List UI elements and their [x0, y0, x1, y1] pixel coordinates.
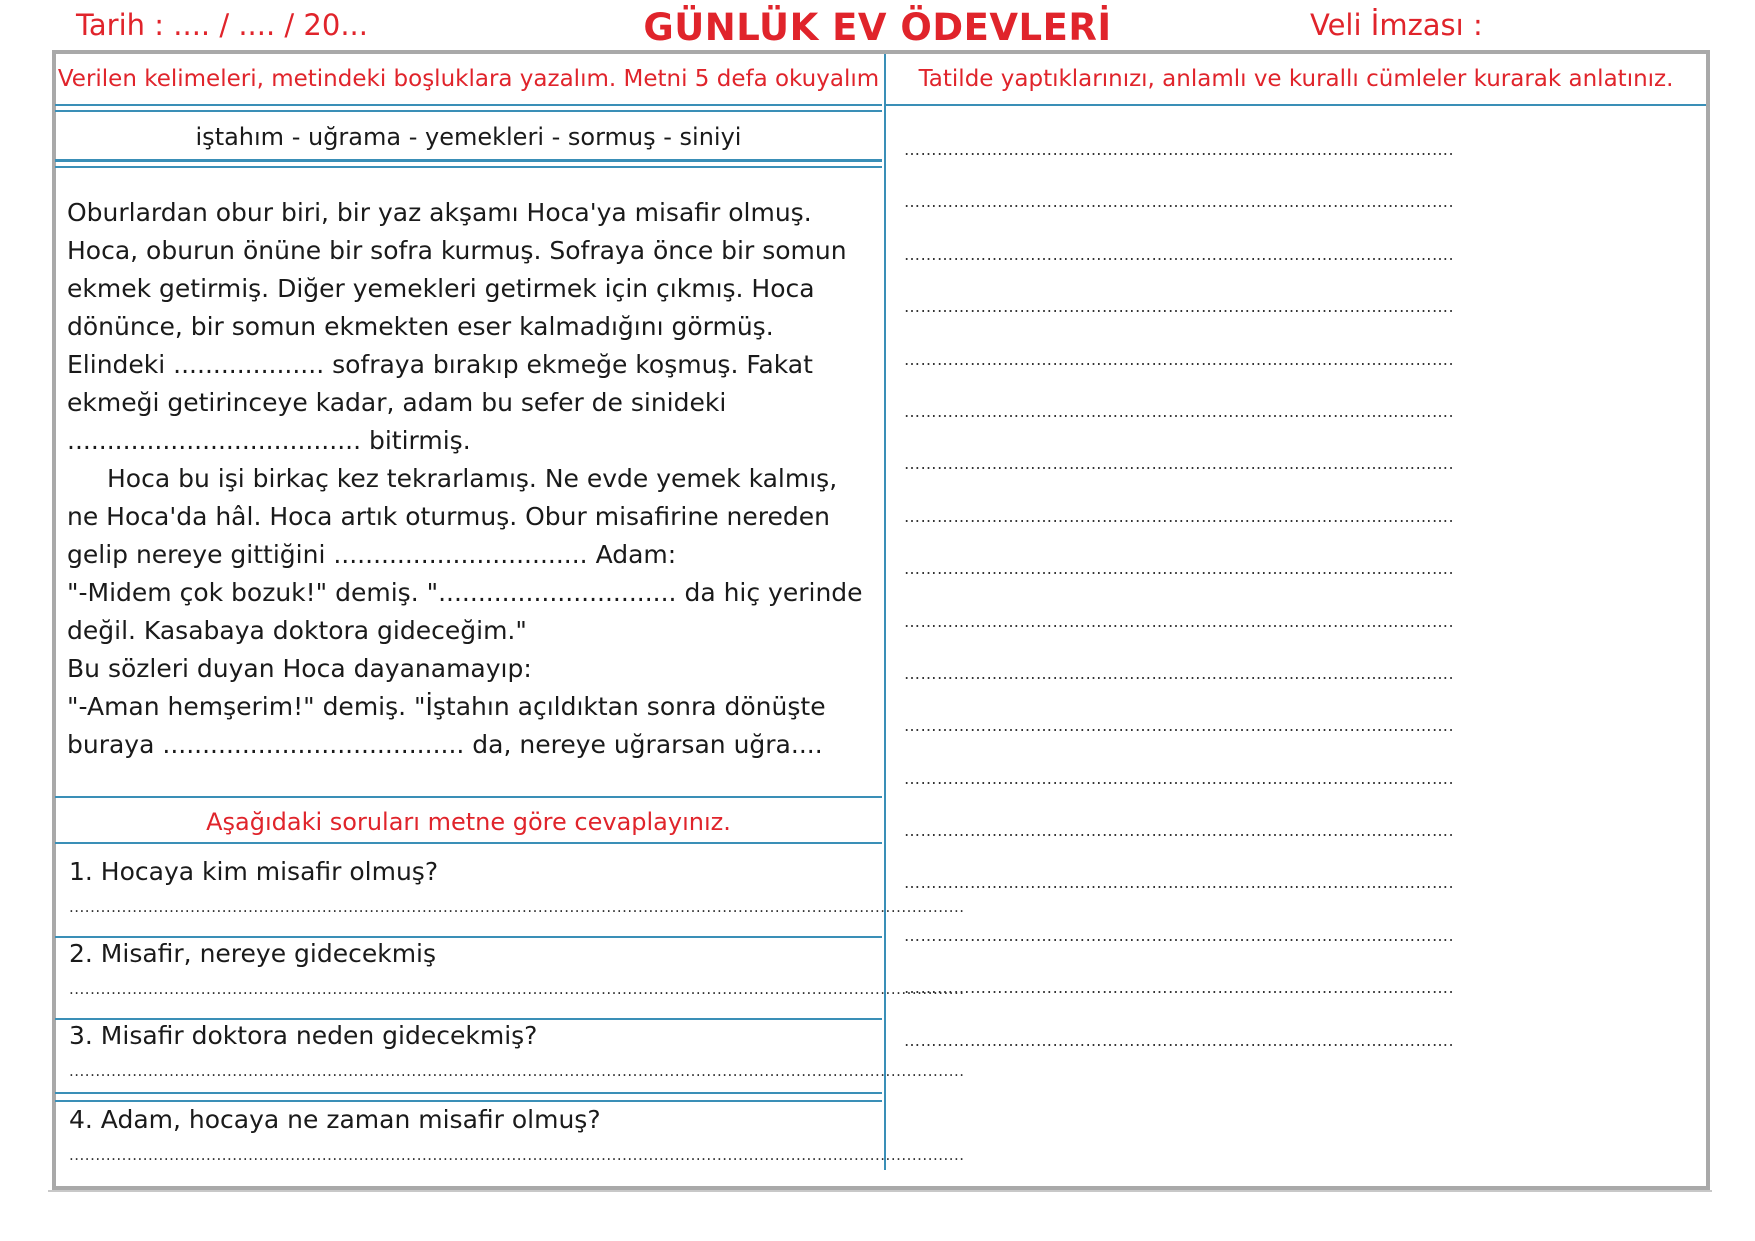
- writing-lines: [904, 124, 1694, 1067]
- writing-section: [884, 54, 1706, 1170]
- writing-line[interactable]: ……………………………………………………………………………………….: [904, 192, 1455, 212]
- question-text: 3. Misafir doktora neden gidecekmiş?: [69, 1021, 538, 1050]
- question-text: 2. Misafir, nereye gidecekmiş: [69, 939, 437, 968]
- writing-line[interactable]: ……………………………………………………………………………………….: [904, 454, 1455, 474]
- question-text: 4. Adam, hocaya ne zaman misafir olmuş?: [69, 1105, 601, 1134]
- story-paragraph: "-Midem çok bozuk!" demiş. ".............................. da hiç yerinde değil. Kasabaya doktora gideceğim.": [67, 578, 863, 645]
- answer-line[interactable]: ..........................................................................................................................................................................: [69, 1062, 965, 1080]
- story-text: [55, 166, 882, 796]
- writing-line[interactable]: ……………………………………………………………………………………….: [904, 401, 1455, 421]
- question-item: [55, 1092, 965, 1184]
- writing-line[interactable]: ……………………………………………………………………………………….: [904, 925, 1455, 945]
- page-title: GÜNLÜK EV ÖDEVLERİ: [643, 6, 1112, 49]
- answer-line[interactable]: ..........................................................................................................................................................................: [69, 1146, 965, 1164]
- word-bank: iştahım - uğrama - yemekleri - sormuş - siniyi: [55, 110, 882, 162]
- writing-line[interactable]: ……………………………………………………………………………………….: [904, 978, 1455, 998]
- writing-line[interactable]: ……………………………………………………………………………………….: [904, 506, 1455, 526]
- question-item: [55, 1010, 965, 1102]
- writing-line[interactable]: ……………………………………………………………………………………….: [904, 873, 1455, 893]
- answer-line[interactable]: ..........................................................................................................................................................................: [69, 898, 965, 916]
- writing-line[interactable]: ……………………………………………………………………………………….: [904, 716, 1455, 736]
- story-paragraph: "-Aman hemşerim!" demiş. "İştahın açıldıktan sonra dönüşte buraya ...................................... da, nereye uğrarsan uğra....: [67, 692, 826, 759]
- writing-line[interactable]: ……………………………………………………………………………………….: [904, 663, 1455, 683]
- question-item: [55, 846, 965, 938]
- writing-line[interactable]: ……………………………………………………………………………………….: [904, 349, 1455, 369]
- writing-line[interactable]: ……………………………………………………………………………………….: [904, 821, 1455, 841]
- writing-line[interactable]: ……………………………………………………………………………………….: [904, 768, 1455, 788]
- reading-section: [55, 54, 965, 1170]
- parent-signature-label: Veli İmzası :: [1310, 8, 1483, 42]
- questions-instruction: Aşağıdaki soruları metne göre cevaplayınız.: [55, 796, 882, 844]
- reading-instruction: Verilen kelimeleri, metindeki boşluklara yazalım. Metni 5 defa okuyalım: [55, 54, 882, 106]
- story-paragraph: Bu sözleri duyan Hoca dayanamayıp:: [67, 654, 532, 683]
- writing-line[interactable]: ……………………………………………………………………………………….: [904, 244, 1455, 264]
- writing-line[interactable]: ……………………………………………………………………………………….: [904, 140, 1455, 159]
- writing-line[interactable]: ……………………………………………………………………………………….: [904, 297, 1455, 317]
- date-field: Tarih : .... / .... / 20...: [76, 8, 368, 42]
- writing-instruction: Tatilde yaptıklarınızı, anlamlı ve kurallı cümleler kurarak anlatınız.: [886, 54, 1706, 106]
- story-paragraph: Oburlardan obur biri, bir yaz akşamı Hoca'ya misafir olmuş. Hoca, oburun önüne bir sofra kurmuş. Sofraya önce bir somun ekmek getirmiş. Diğer yemekleri getirmek için çıkmış. Hoca dönünce, bir somun ekmekten eser kalmadığını görmüş. Elindeki ................... sofraya bırakıp ekmeğe koşmuş. Fakat ekmeği getirinceye kadar, adam bu sefer de sinideki ..................................... bitirmiş.: [67, 198, 847, 455]
- frame-bottom-edge: [48, 1190, 1712, 1198]
- writing-line[interactable]: ……………………………………………………………………………………….: [904, 1030, 1455, 1050]
- writing-line[interactable]: ……………………………………………………………………………………….: [904, 559, 1455, 579]
- answer-line[interactable]: ..........................................................................................................................................................................: [69, 980, 965, 998]
- question-item: [55, 928, 965, 1020]
- story-paragraph: Hoca bu işi birkaç kez tekrarlamış. Ne evde yemek kalmış, ne Hoca'da hâl. Hoca artık oturmuş. Obur misafirine nereden gelip nereye gittiğini ................................ Adam:: [67, 464, 838, 569]
- question-text: 1. Hocaya kim misafir olmuş?: [69, 857, 439, 886]
- writing-line[interactable]: ……………………………………………………………………………………….: [904, 611, 1455, 631]
